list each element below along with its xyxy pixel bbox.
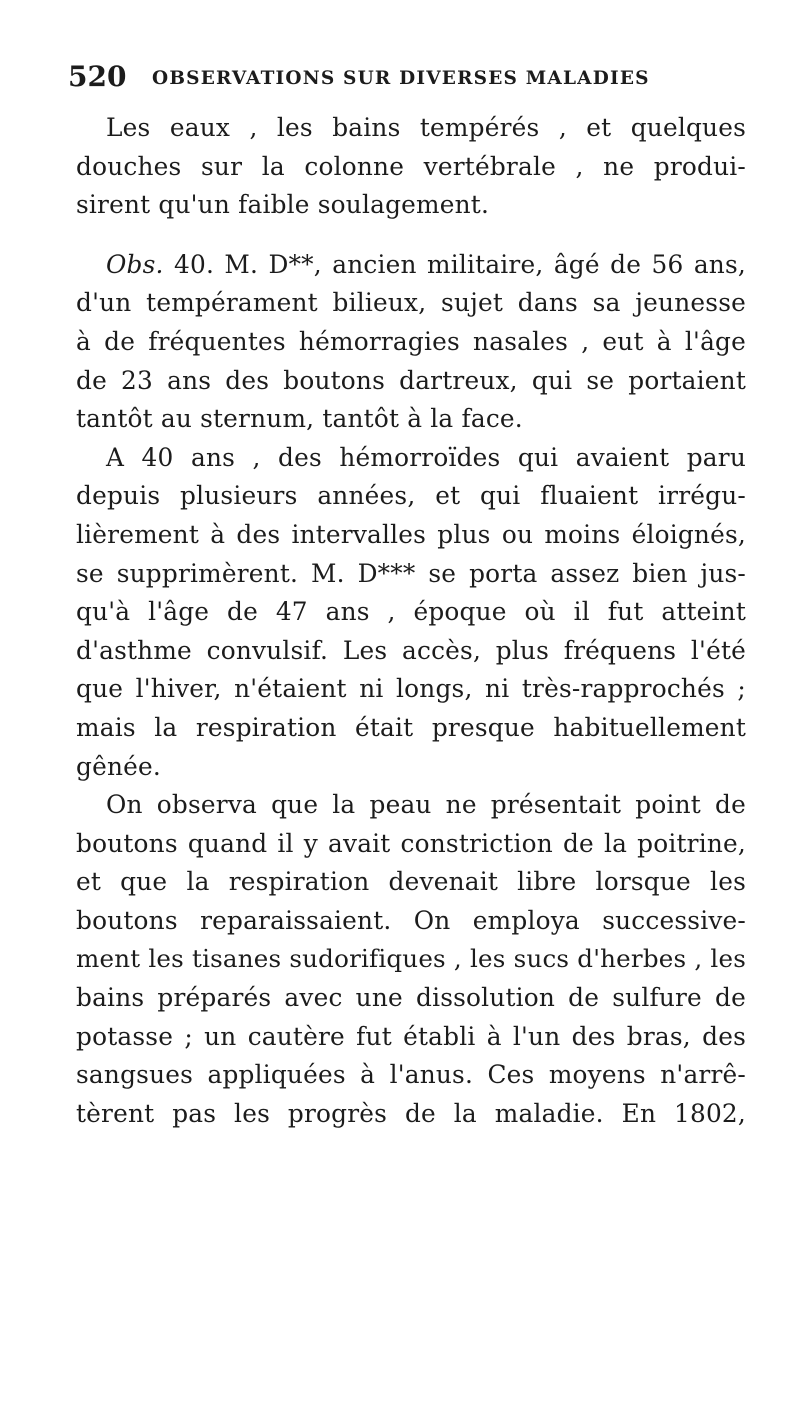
text-line: lièrement à des intervalles plus ou moins éloignés, xyxy=(76,519,746,549)
running-head xyxy=(68,60,748,100)
text-line xyxy=(76,246,746,285)
observation-first-line: 40. M. D**, ancien militaire, âgé de 56 ans, xyxy=(174,249,746,279)
body-text xyxy=(76,109,746,1133)
text-line: tèrent pas les progrès de la maladie. En 1802, xyxy=(76,1098,746,1128)
text-line: à de fréquentes hémorragies nasales , eut à l'âge xyxy=(76,326,746,356)
header-title: OBSERVATIONS SUR DIVERSES MALADIES xyxy=(152,68,650,89)
text-line: d'un tempérament bilieux, sujet dans sa jeunesse xyxy=(76,288,746,318)
text-line: boutons quand il y avait constriction de la poitrine, xyxy=(76,828,746,858)
text-line: qu'à l'âge de 47 ans , époque où il fut atteint xyxy=(76,597,746,627)
text-line: boutons reparaissaient. On employa successive- xyxy=(76,905,746,935)
text-line: de 23 ans des boutons dartreux, qui se portaient xyxy=(76,365,746,395)
paragraph-3 xyxy=(76,439,746,786)
text-line: mais la respiration était presque habituellement xyxy=(76,712,746,742)
observation-label: Obs. xyxy=(106,249,164,279)
text-line: ment les tisanes sudorifiques , les sucs d'herbes , les xyxy=(76,944,746,974)
text-line: gênée. xyxy=(76,751,161,781)
text-line: et que la respiration devenait libre lorsque les xyxy=(76,867,746,897)
text-line: depuis plusieurs années, et qui fluaient irrégu- xyxy=(76,481,746,511)
text-line: bains préparés avec une dissolution de sulfure de xyxy=(76,983,746,1013)
text-line: Les eaux , les bains tempérés , et quelques xyxy=(106,113,746,142)
paragraph-2 xyxy=(76,246,746,439)
text-line: douches sur la colonne vertébrale , ne produi- xyxy=(76,151,746,181)
text-line: tantôt au sternum, tantôt à la face. xyxy=(76,404,523,434)
paragraph-1 xyxy=(76,109,746,225)
text-line: On observa que la peau ne présentait point de xyxy=(106,790,746,820)
paragraph-4 xyxy=(76,786,746,1133)
text-line: potasse ; un cautère fut établi à l'un des bras, des xyxy=(76,1021,746,1051)
text-line: sirent qu'un faible soulagement. xyxy=(76,190,490,220)
text-line: que l'hiver, n'étaient ni longs, ni très-rapprochés ; xyxy=(76,674,746,704)
text-line: A 40 ans , des hémorroïdes qui avaient paru xyxy=(106,442,746,472)
text-line: se supprimèrent. M. D*** se porta assez bien jus- xyxy=(76,558,746,588)
text-line: d'asthme convulsif. Les accès, plus fréquens l'été xyxy=(76,635,746,665)
page-number: 520 xyxy=(68,60,127,93)
text-line: sangsues appliquées à l'anus. Ces moyens n'arrê- xyxy=(76,1060,746,1090)
